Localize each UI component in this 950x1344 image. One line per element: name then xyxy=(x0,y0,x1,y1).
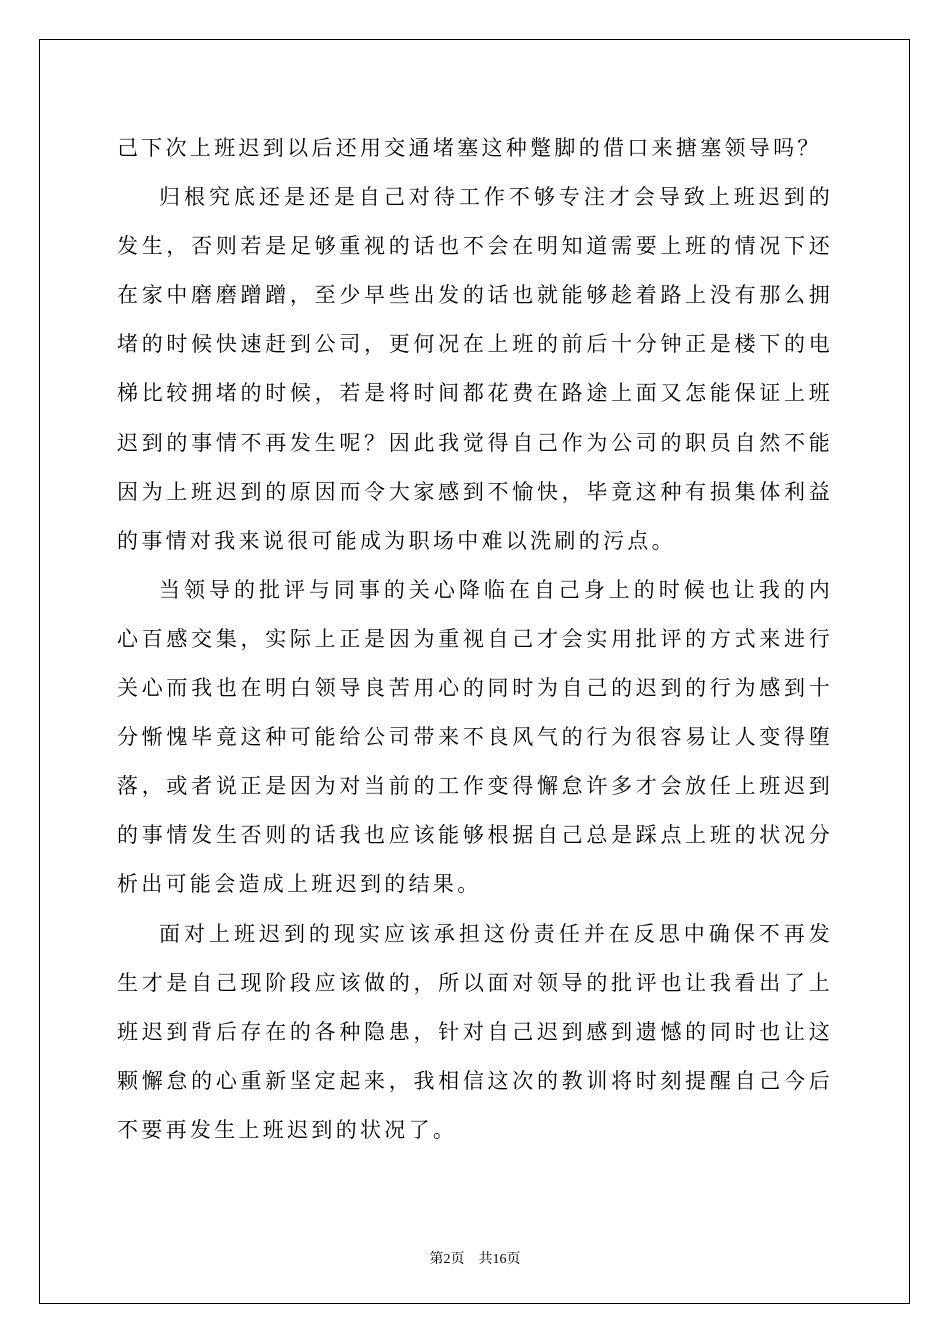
document-body xyxy=(117,124,833,1155)
page-total: 共16页 xyxy=(478,1252,521,1267)
paragraph: 当领导的批评与同事的关心降临在自己身上的时候也让我的内心百感交集，实际上正是因为重视自己才会实用批评的方式来进行关心而我也在明白领导良苦用心的同时为自己的迟到的行为感到十分惭愧毕竟这种可能给公司带来不良风气的行为很容易让人变得堕落，或者说正是因为对当前的工作变得懈怠许多才会放任上班迟到的事情发生否则的话我也应该能够根据自己总是踩点上班的状况分析出可能会造成上班迟到的结果。 xyxy=(117,577,833,897)
paragraph: 归根究底还是还是自己对待工作不够专注才会导致上班迟到的发生，否则若是足够重视的话也不会在明知道需要上班的情况下还在家中磨磨蹭蹭，至少早些出发的话也就能够趁着路上没有那么拥堵的时候快速赶到公司，更何况在上班的前后十分钟正是楼下的电梯比较拥堵的时候，若是将时间都花费在路途上面又怎能保证上班迟到的事情不再发生呢？因此我觉得自己作为公司的职员自然不能因为上班迟到的原因而令大家感到不愉快，毕竟这种有损集体利益的事情对我来说很可能成为职场中难以洗刷的污点。 xyxy=(117,185,833,553)
paragraph: 面对上班迟到的现实应该承担这份责任并在反思中确保不再发生才是自己现阶段应该做的，所以面对领导的批评也让我看出了上班迟到背后存在的各种隐患，针对自己迟到感到遗憾的同时也让这颗懈怠的心重新坚定起来，我相信这次的教训将时刻提醒自己今后不要再发生上班迟到的状况了。 xyxy=(117,921,833,1142)
paragraph-continuation: 己下次上班迟到以后还用交通堵塞这种蹩脚的借口来搪塞领导吗？ xyxy=(117,136,822,160)
page-number: 第2页 xyxy=(429,1252,465,1267)
page-footer xyxy=(0,1248,950,1268)
